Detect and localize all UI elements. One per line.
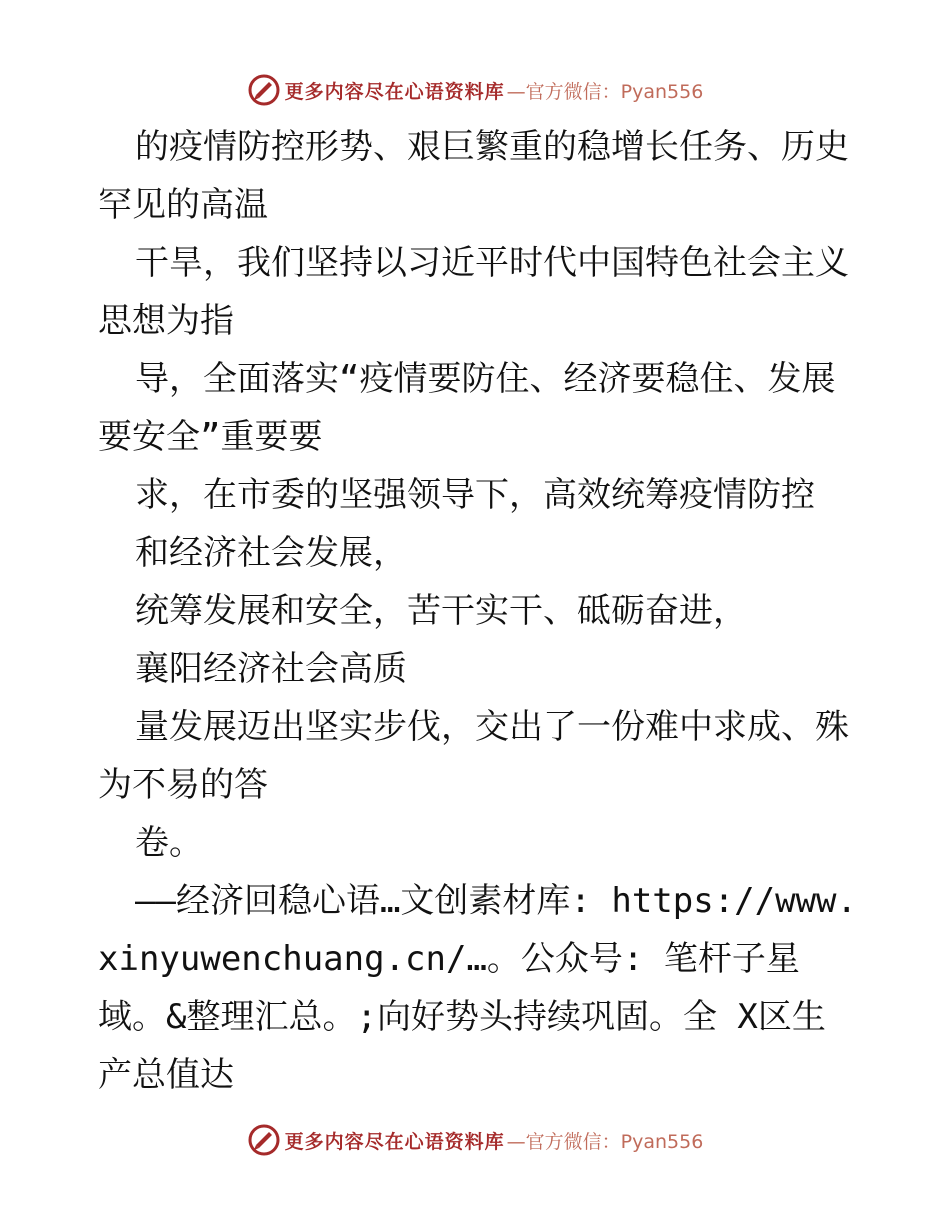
header-banner-text: 更多内容尽在心语资料库	[284, 80, 505, 103]
paragraph-3: 导，全面落实“疫情要防住、经济要稳住、发展要安全”重要要	[98, 359, 836, 457]
footer-banner	[0, 1120, 950, 1160]
paragraph-10: ——经济回稳心语…文创素材库: https://www.xinyuwenchuang.cn/…。公众号: 笔杆子星域。&整理汇总。;向好势头持续巩固。全 X区生产总值达	[98, 881, 857, 1095]
paragraph-7: 襄阳经济社会高质	[135, 649, 407, 689]
paragraph-1: 的疫情防控形势、艰巨繁重的稳增长任务、历史罕见的高温	[98, 127, 849, 225]
paragraph-6: 统筹发展和安全，苦干实干、砥砺奋进，	[135, 591, 747, 631]
document-body	[98, 118, 858, 1104]
paragraph-8: 量发展迈出坚实步伐，交出了一份难中求成、殊为不易的答	[98, 707, 849, 805]
logo-icon	[247, 1123, 281, 1157]
paragraph-2: 干旱，我们坚持以习近平时代中国特色社会主义思想为指	[98, 243, 849, 341]
header-banner	[0, 70, 950, 110]
logo-icon	[247, 73, 281, 107]
paragraph-4: 求，在市委的坚强领导下，高效统筹疫情防控	[135, 475, 815, 515]
footer-banner-wechat: —官方微信：Pyan556	[506, 1130, 704, 1153]
header-banner-wechat: —官方微信：Pyan556	[506, 80, 704, 103]
paragraph-5: 和经济社会发展，	[135, 533, 407, 573]
paragraph-9: 卷。	[135, 823, 203, 863]
footer-banner-text: 更多内容尽在心语资料库	[284, 1130, 505, 1153]
